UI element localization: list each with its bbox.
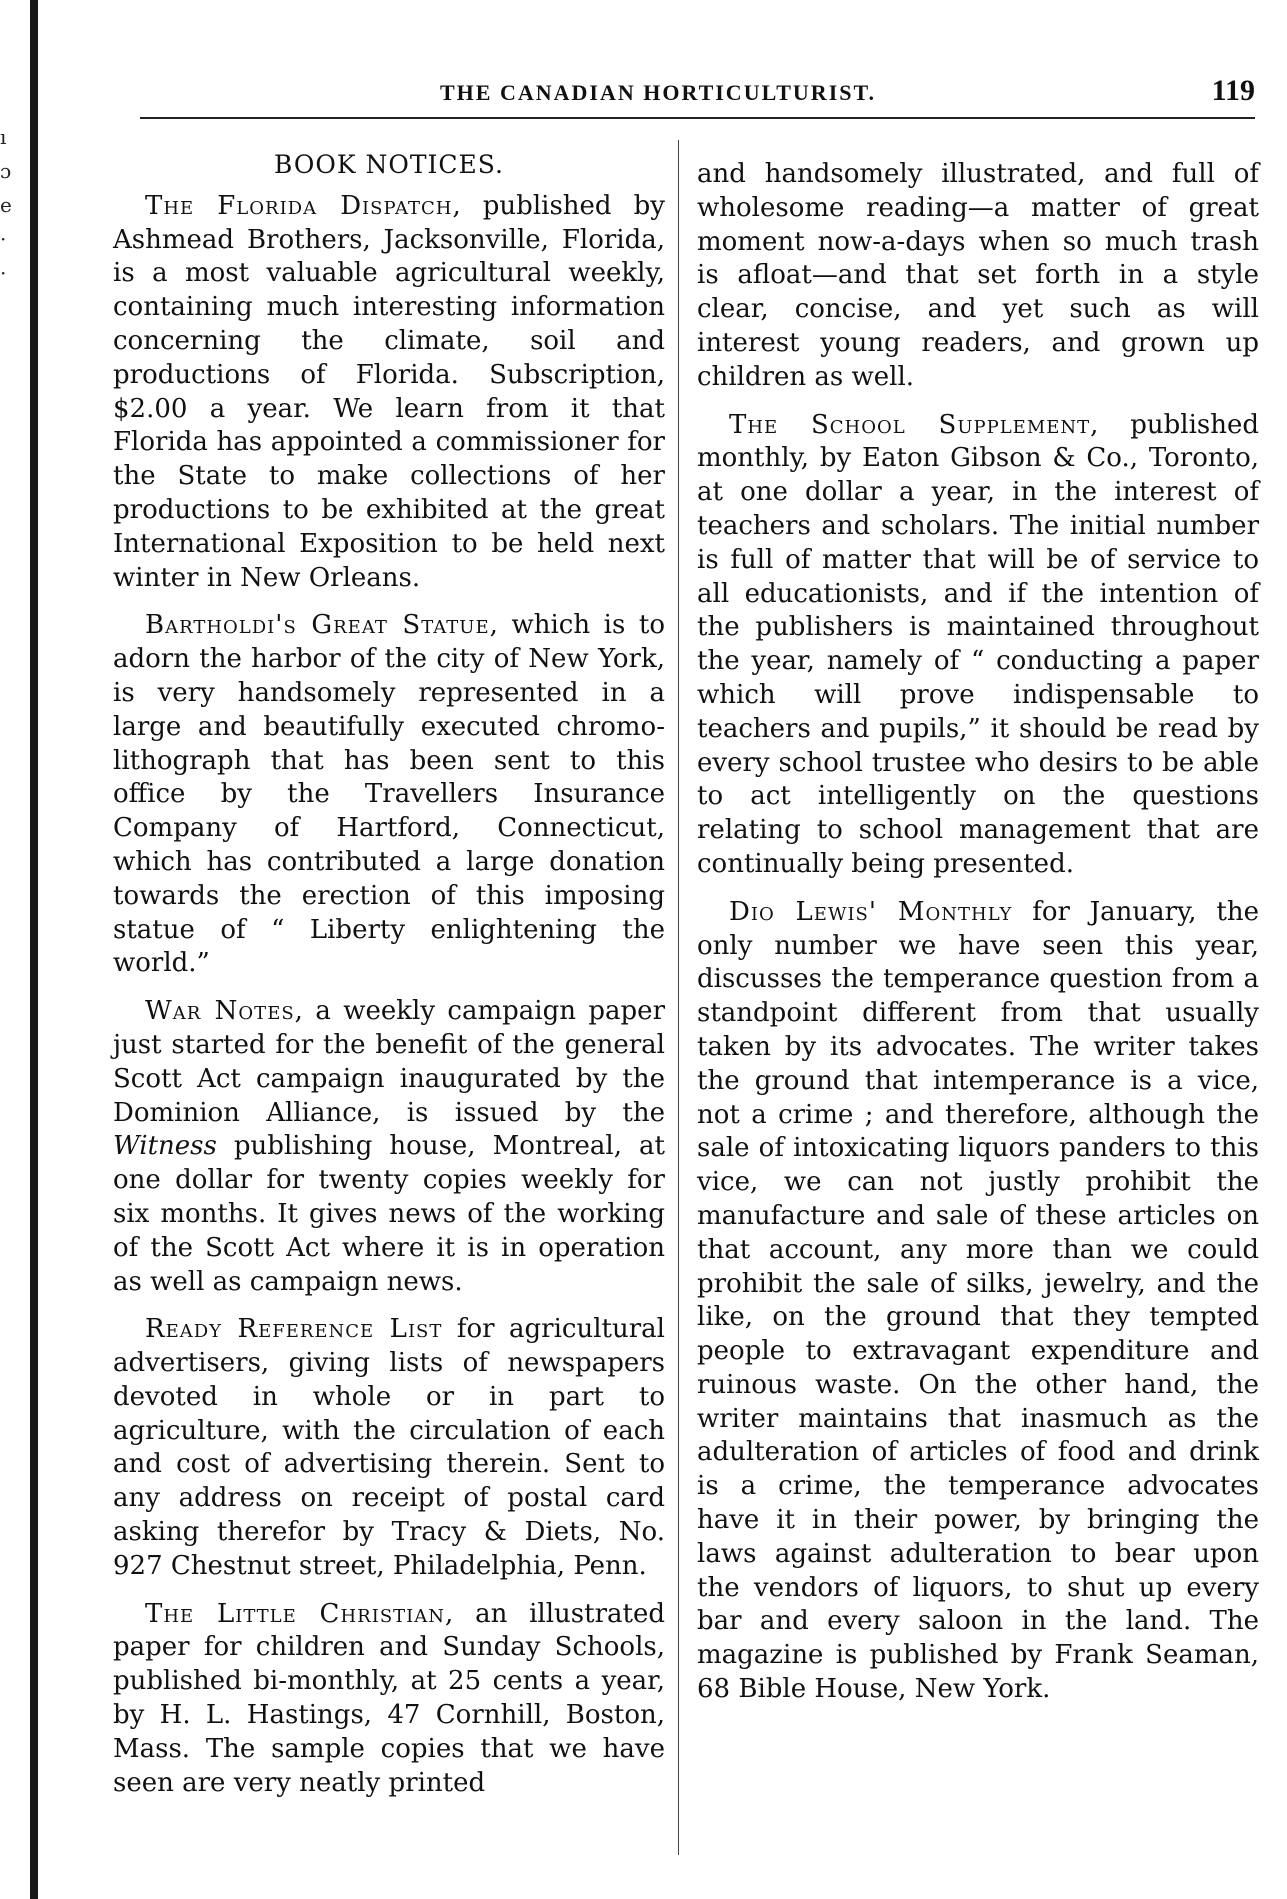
page-number: 119 [1211,74,1255,107]
notice-title: War Notes [145,996,295,1027]
notice-title: Dio Lewis' Monthly [729,896,1013,927]
margin-mark: · [0,261,7,285]
notice-body: , published monthly, by Eaton Gibson & Co., Toronto, at one dollar a year, in the interest of teachers and scholars. The initial number is full of matter that will be of service to all educationists, and if the intention of the publishers is maintained throughout the year, namely of “ conducting a paper which will prove indispensable to teachers and pupils,” it should be read by every school trustee who desirs to be able to act intelligently on the questions relating to school management that are continually being presented. [697,409,1259,879]
header-rule [140,117,1255,119]
running-head [130,74,1255,118]
notice-title: Ready Reference List [145,1314,443,1345]
journal-title: THE CANADIAN HORTICULTURIST. [440,80,877,105]
notice-school-supplement [697,409,1259,882]
left-column [113,148,665,1814]
notice-body-continued: publishing house, Montreal, at one dollar for twenty copies weekly for six months. It gives news of the working of the Scott Act where it is in operation as well as campaign news. [113,1131,665,1297]
margin-mark: · [0,227,7,251]
notice-florida-dispatch [113,190,665,596]
column-divider [678,140,679,1855]
notice-ready-reference-list [113,1313,665,1583]
notice-little-christian [113,1598,665,1801]
notice-bartholdi-statue [113,609,665,981]
notice-italic-term: Witness [113,1131,217,1162]
margin-mark: e [0,193,12,217]
notice-continuation: and handsomely illustrated, and full of wholesome reading—a matter of great moment now-a-days when so much trash is afloat—and that set forth in a style clear, concise, and yet such as will interest young readers, and grown up children as well. [697,159,1259,392]
notice-title: The Florida Dispatch [145,190,453,221]
notice-body: for January, the only number we have seen this year, discusses the temperance question from a standpoint different from that usually taken by its advocates. The writer takes the ground that intemperance is a vice, not a crime ; and therefore, although the sale of intoxicating liquors panders to this vice, we can not justly prohibit the manufacture and sale of these articles on that account, any more than we could prohibit the sale of silks, jewelry, and the like, on the ground that they tempted people to extravagant expenditure and ruinous waste. On the other hand, the writer maintains that inasmuch as the adulteration of articles of food and drink is a crime, the temperance advocates have it in their power, by bringing the laws against adulteration to bear upon the vendors of liquors, to shut up every bar and every saloon in the land. The magazine is published by Frank Seaman, 68 Bible House, New York. [697,896,1259,1705]
margin-mark: ı [0,125,7,149]
margin-mark: ɔ [0,159,12,183]
notice-body: , which is to adorn the harbor of the city of New York, is very handsomely represented in a large and beautifully executed chromo-lithograph that has been sent to this office by the Travellers Insurance Company of Hartford, Connecticut, which has contributed a large donation towards the erection of this imposing statue of “ Liberty enlightening the world.” [113,610,665,979]
notice-title: The Little Christian [145,1598,446,1629]
notice-body: for agricultural advertisers, giving lists of newspapers devoted in whole or in part to agriculture, with the circulation of each and cost of advertising therein. Sent to any address on receipt of postal card asking therefor by Tracy & Diets, No. 927 Chestnut street, Philadelphia, Penn. [113,1314,665,1581]
binding-edge-rule [30,0,38,1899]
notice-dio-lewis-monthly [697,896,1259,1707]
notice-war-notes [113,995,665,1299]
right-column [697,158,1259,1721]
section-heading: BOOK NOTICES. [274,150,504,179]
notice-body: , a weekly campaign paper just started for the benefit of the general Scott Act campaign inaugurated by the Dominion Alliance, is issued by the [113,996,666,1128]
notice-title: Bartholdi's Great Statue [145,610,490,641]
margin-marks [0,120,12,290]
notice-body: , an illustrated paper for children and Sunday Schools, published bi-monthly, at 25 cents a year, by H. L. Hastings, 47 Cornhill, Boston, Mass. The sample copies that we have seen are very neatly printed [113,1598,665,1798]
notice-body: , published by Ashmead Brothers, Jacksonville, Florida, is a most valuable agricultural weekly, containing much interesting information concerning the climate, soil and productions of Florida. Subscription, $2.00 a year. We learn from it that Florida has appointed a commissioner for the State to make collections of her productions to be exhibited at the great International Exposition to be held next winter in New Orleans. [113,190,665,593]
notice-title: The School Supplement [729,409,1091,440]
